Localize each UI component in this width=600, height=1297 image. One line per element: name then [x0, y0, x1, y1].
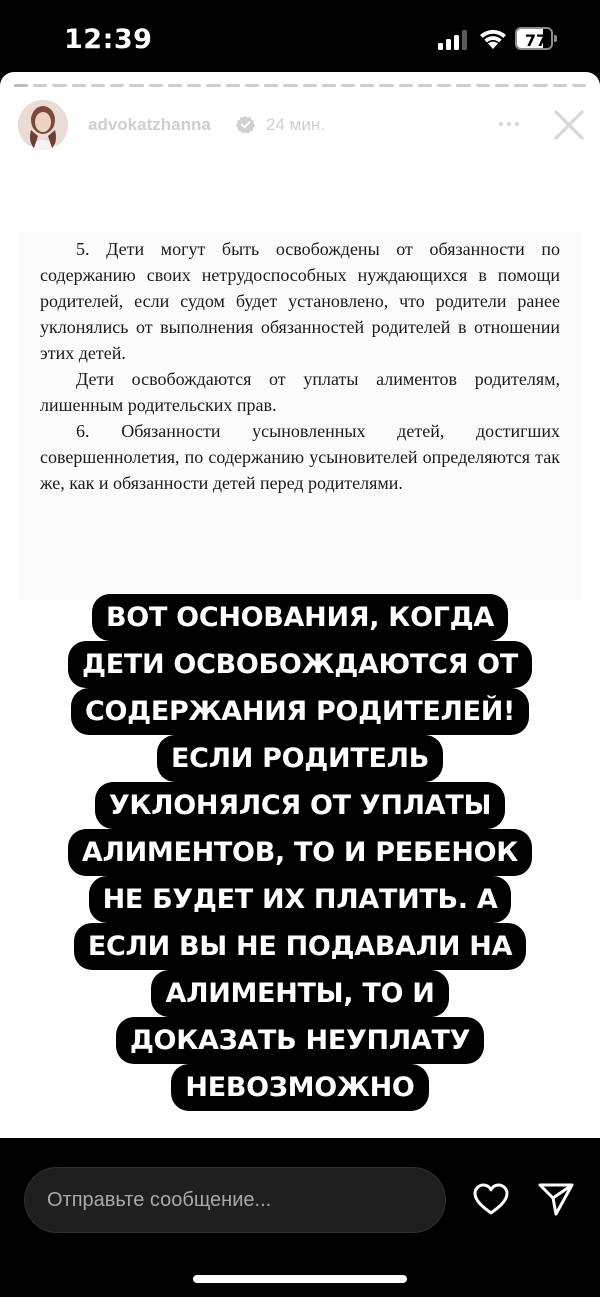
status-bar	[0, 0, 600, 76]
progress-segment	[52, 84, 66, 87]
progress-segment	[33, 84, 47, 87]
progress-segment	[245, 84, 259, 87]
story-header	[0, 96, 600, 156]
progress-segment	[553, 84, 567, 87]
caption-line: ЕСЛИ ВЫ НЕ ПОДАВАЛИ НА	[74, 923, 526, 970]
avatar[interactable]	[18, 100, 68, 150]
caption-line: НЕВОЗМОЖНО	[171, 1064, 428, 1111]
progress-segment	[264, 84, 278, 87]
home-indicator	[193, 1275, 407, 1283]
close-icon[interactable]	[550, 106, 588, 144]
caption-line: УКЛОНЯЛСЯ ОТ УПЛАТЫ	[95, 782, 505, 829]
more-icon[interactable]	[494, 114, 524, 134]
story-progress-bar	[14, 84, 586, 87]
progress-segment	[514, 84, 528, 87]
progress-segment	[129, 84, 143, 87]
battery-body	[515, 27, 553, 50]
progress-segment	[360, 84, 374, 87]
status-time: 12:39	[64, 24, 153, 55]
document-excerpt	[18, 232, 582, 600]
caption-line: ДОКАЗАТЬ НЕУПЛАТУ	[116, 1017, 484, 1064]
caption-line: ВОТ ОСНОВАНИЯ, КОГДА	[92, 594, 508, 641]
progress-segment	[572, 84, 586, 87]
progress-segment	[533, 84, 547, 87]
progress-segment	[187, 84, 201, 87]
progress-segment	[72, 84, 86, 87]
progress-segment	[476, 84, 490, 87]
caption-line: АЛИМЕНТЫ, ТО И	[151, 970, 448, 1017]
progress-segment	[91, 84, 105, 87]
caption-line: ЕСЛИ РОДИТЕЛЬ	[157, 735, 443, 782]
progress-segment	[303, 84, 317, 87]
progress-segment	[341, 84, 355, 87]
progress-segment	[226, 84, 240, 87]
progress-segment	[379, 84, 393, 87]
story-caption	[40, 594, 560, 1111]
progress-segment	[149, 84, 163, 87]
document-paragraph-3: 6. Обязанности усыновленных детей, достигших совершеннолетия, по содержанию усыновителей определяются так же, как и обязанности детей перед родителями.	[40, 421, 560, 493]
caption-line: СОДЕРЖАНИЯ РОДИТЕЛЕЙ!	[71, 688, 529, 735]
verified-icon	[236, 115, 255, 134]
document-paragraph-2: Дети освобождаются от уплаты алиментов родителям, лишенным родительских прав.	[40, 369, 560, 415]
battery-icon	[515, 27, 559, 50]
signal-icon	[438, 30, 468, 50]
caption-line: НЕ БУДЕТ ИХ ПЛАТИТЬ. А	[89, 876, 512, 923]
progress-segment	[14, 84, 28, 87]
progress-segment	[418, 84, 432, 87]
heart-icon[interactable]	[472, 1182, 510, 1216]
progress-segment	[110, 84, 124, 87]
document-paragraph-1: 5. Дети могут быть освобождены от обязанности по содержанию своих нетрудоспособных нуждающихся в помощи родителей, если судом будет установлено, что родители ранее уклонялись от выполнения обязанностей родителей в отношении этих детей.	[40, 239, 560, 363]
story-username[interactable]: advokatzhanna	[88, 115, 211, 134]
progress-segment	[283, 84, 297, 87]
progress-segment	[456, 84, 470, 87]
progress-segment	[168, 84, 182, 87]
progress-segment	[206, 84, 220, 87]
progress-segment	[322, 84, 336, 87]
progress-segment	[495, 84, 509, 87]
story-time-ago: 24 мин.	[266, 115, 325, 134]
wifi-icon	[478, 26, 508, 50]
send-icon[interactable]	[536, 1180, 576, 1218]
caption-line: АЛИМЕНТОВ, ТО И РЕБЕНОК	[68, 829, 532, 876]
progress-segment	[399, 84, 413, 87]
battery-level: 77	[524, 31, 548, 50]
battery-cap	[554, 35, 557, 42]
story-card[interactable]	[0, 72, 600, 1138]
caption-line: ДЕТИ ОСВОБОЖДАЮТСЯ ОТ	[68, 641, 532, 688]
progress-segment	[437, 84, 451, 87]
avatar-image	[18, 100, 68, 150]
message-input[interactable]: Отправьте сообщение...	[24, 1167, 446, 1233]
